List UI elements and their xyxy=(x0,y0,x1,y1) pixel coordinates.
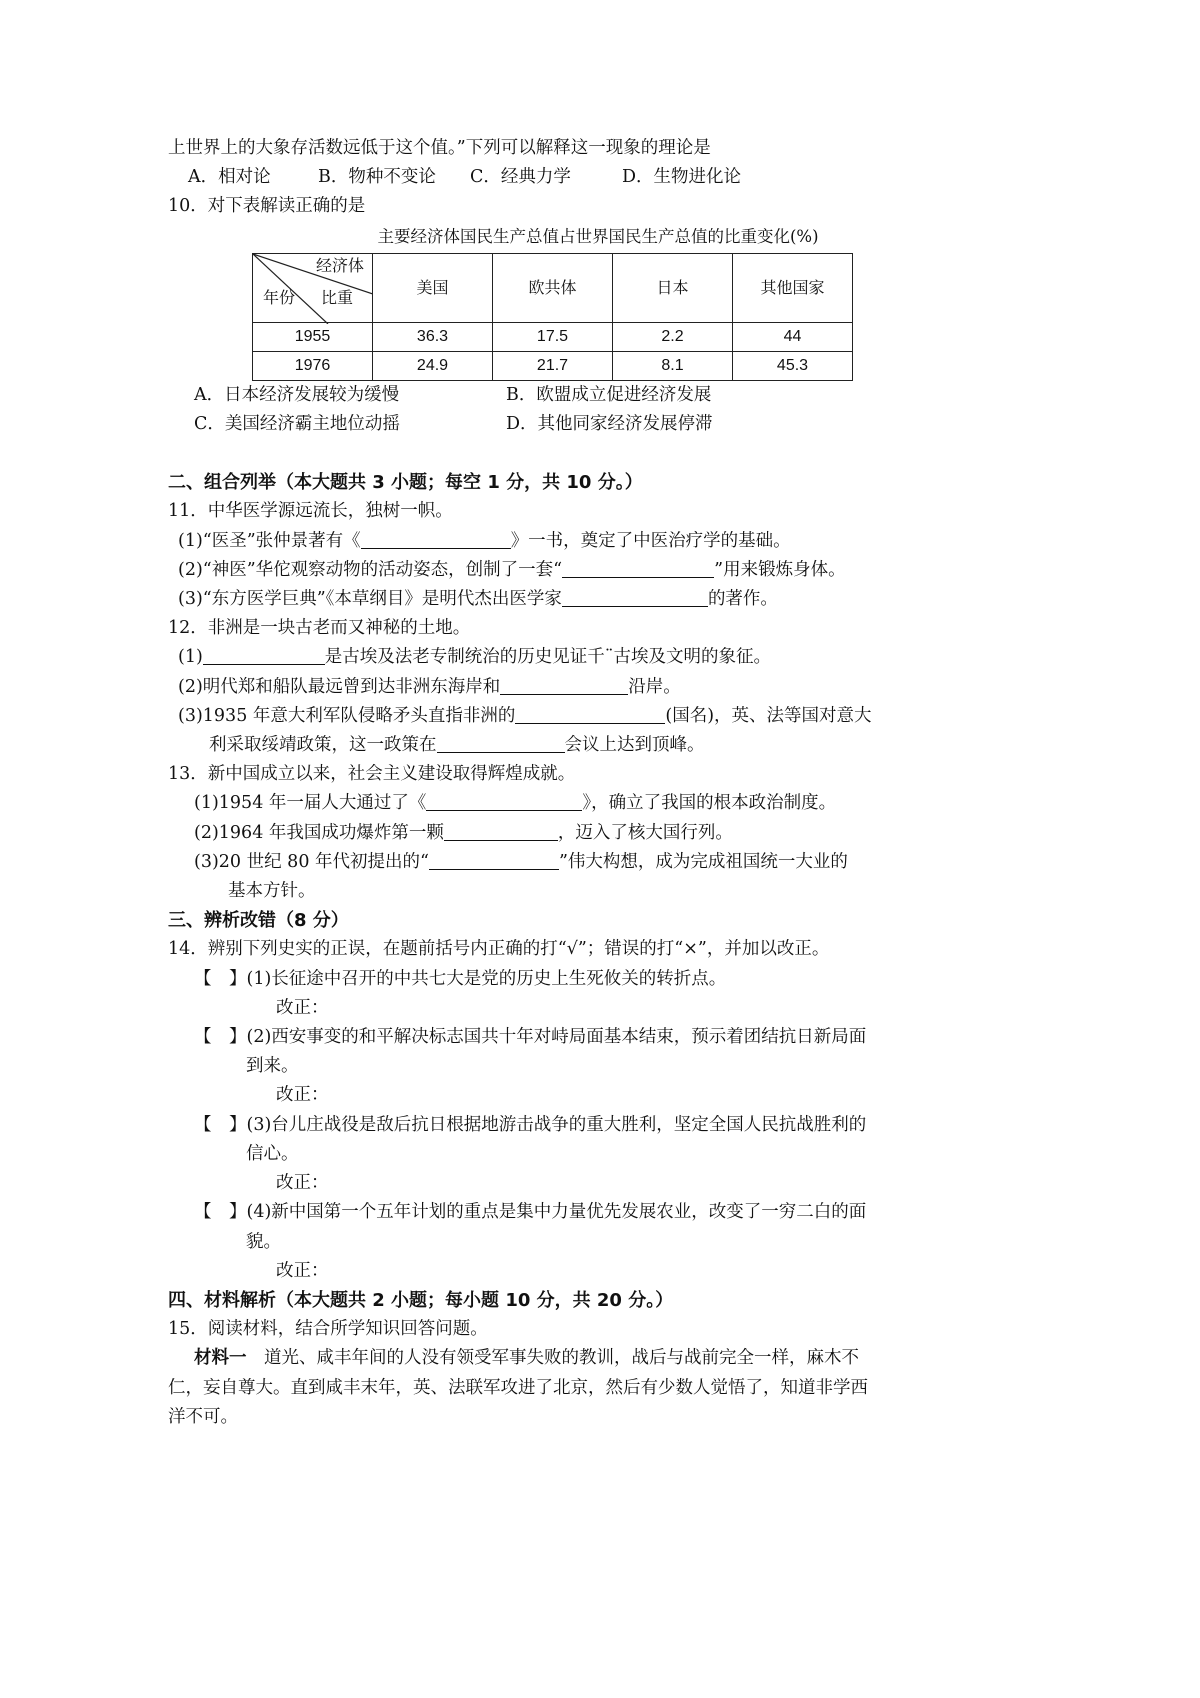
cell: 1955 xyxy=(253,322,373,351)
table-row xyxy=(253,322,853,351)
material-label: 材料一 xyxy=(194,1348,247,1369)
material-text: 仁，妄自尊大。直到咸丰末年，英、法联军攻进了北京，然后有少数人觉悟了，知道非学西 xyxy=(168,1377,868,1398)
cell: 8.1 xyxy=(613,351,733,380)
q11-stem: 11．中华医学源远流长，独树一帜。 xyxy=(168,501,453,522)
answer-blank[interactable] xyxy=(426,790,582,811)
q9-options xyxy=(168,163,948,192)
q12-p1-text-end: 是古埃及法老专制统治的历史见证千¨古埃及文明的象征。 xyxy=(324,647,772,668)
q14-item-4: (4)新中国第一个五年计划的重点是集中力量优先发展农业，改变了一穷二白的面 xyxy=(246,1202,867,1223)
header-cell: 美国 xyxy=(373,253,493,322)
q10-option-b: B．欧盟成立促进经济发展 xyxy=(506,384,712,405)
q12-p2-text-end: 沿岸。 xyxy=(628,676,681,697)
answer-blank[interactable] xyxy=(444,820,558,841)
q13-p1-text-end: 》，确立了我国的根本政治制度。 xyxy=(582,793,837,814)
q13-p2-text: (2)1964 年我国成功爆炸第一颗 xyxy=(194,822,444,843)
q13-p3-text-mid: ”伟大构想，成为完成祖国统一大业的 xyxy=(558,851,848,872)
cell: 44 xyxy=(733,322,853,351)
answer-blank[interactable] xyxy=(515,703,665,724)
correction-label: 改正： xyxy=(276,1085,329,1106)
q14-item-3: (3)台儿庄战役是敌后抗日根据地游击战争的重大胜利，坚定全国人民抗战胜利的 xyxy=(246,1114,867,1135)
answer-blank[interactable] xyxy=(203,644,325,665)
q11-p2-text: (2)“神医”华佗观察动物的活动姿态，创制了一套“ xyxy=(178,559,563,580)
answer-blank[interactable] xyxy=(562,586,708,607)
q13-p3-text-end: 基本方针。 xyxy=(228,881,316,902)
q12-stem: 12．非洲是一块古老而又神秘的土地。 xyxy=(168,618,471,639)
q9-option-a: A．相对论 xyxy=(188,167,271,188)
q9-option-b: B．物种不变论 xyxy=(318,167,436,188)
q9-option-c: C．经典力学 xyxy=(470,167,571,188)
table-corner-cell xyxy=(253,253,373,322)
section-3-title: 三、辨析改错（8 分） xyxy=(168,910,349,932)
gdp-share-table xyxy=(252,253,853,381)
answer-blank[interactable] xyxy=(500,674,628,695)
q12-p3-text-mid: (国名)，英、法等国对意大 xyxy=(665,705,872,726)
header-cell: 日本 xyxy=(613,253,733,322)
answer-bracket[interactable]: 【 】 xyxy=(194,1027,247,1048)
q12-p3-text-end: 会议上达到顶峰。 xyxy=(564,735,705,756)
q12-p3-text-cont: 利采取绥靖政策，这一政策在 xyxy=(209,735,437,756)
q10-option-d: D．其他同家经济发展停滞 xyxy=(506,414,713,435)
q13-p3-text: (3)20 世纪 80 年代初提出的“ xyxy=(194,851,429,872)
q9-option-d: D．生物进化论 xyxy=(622,167,742,188)
q11-p1-text: (1)“医圣”张仲景著有《 xyxy=(178,530,361,551)
q10-option-c: C．美国经济霸主地位动摇 xyxy=(194,414,400,435)
q11-p3-text: (3)“东方医学巨典”《本草纲目》是明代杰出医学家 xyxy=(178,589,562,610)
header-cell: 其他国家 xyxy=(733,253,853,322)
answer-blank[interactable] xyxy=(361,528,511,549)
correction-label: 改正： xyxy=(276,997,329,1018)
material-text: 道光、咸丰年间的人没有领受军事失败的教训，战后与战前完全一样，麻木不 xyxy=(246,1348,859,1369)
cell: 36.3 xyxy=(373,322,493,351)
cell: 24.9 xyxy=(373,351,493,380)
answer-blank[interactable] xyxy=(562,557,714,578)
correction-label: 改正： xyxy=(276,1260,329,1281)
q11-p3-text-end: 的著作。 xyxy=(707,589,778,610)
q11-p1-text-end: 》一书，奠定了中医治疗学的基础。 xyxy=(510,530,791,551)
corner-year: 年份 xyxy=(263,287,296,307)
answer-bracket[interactable]: 【 】 xyxy=(194,968,247,989)
q10-option-a: A．日本经济发展较为缓慢 xyxy=(194,384,400,405)
q10-stem: 10．对下表解读正确的是 xyxy=(168,196,366,217)
cell: 1976 xyxy=(253,351,373,380)
q12-p3-text: (3)1935 年意大利军队侵略矛头直指非洲的 xyxy=(178,705,516,726)
section-4-title: 四、材料解析（本大题共 2 小题；每小题 10 分，共 20 分。） xyxy=(168,1289,674,1311)
answer-blank[interactable] xyxy=(429,849,559,870)
q13-p2-text-end: ，迈入了核大国行列。 xyxy=(557,822,733,843)
table-row xyxy=(253,351,853,380)
q13-stem: 13．新中国成立以来，社会主义建设取得辉煌成就。 xyxy=(168,764,576,785)
correction-label: 改正： xyxy=(276,1173,329,1194)
cell: 2.2 xyxy=(613,322,733,351)
corner-share: 比重 xyxy=(321,287,354,307)
q14-item-3-cont: 信心。 xyxy=(246,1143,299,1164)
cell: 21.7 xyxy=(493,351,613,380)
q14-stem: 14．辨别下列史实的正误，在题前括号内正确的打“√”；错误的打“×”，并加以改正。 xyxy=(168,939,830,960)
answer-bracket[interactable]: 【 】 xyxy=(194,1114,247,1135)
material-text: 洋不可。 xyxy=(168,1406,238,1427)
q13-p1-text: (1)1954 年一届人大通过了《 xyxy=(194,793,427,814)
q14-item-2-cont: 到来。 xyxy=(246,1056,299,1077)
q9-stem-tail: 上世界上的大象存活数远低于这个值。”下列可以解释这一现象的理论是 xyxy=(168,138,711,158)
q12-p1-text: (1) xyxy=(178,647,203,668)
table-title: 主要经济体国民生产总值占世界国民生产总值的比重变化(%) xyxy=(377,226,819,246)
corner-economy: 经济体 xyxy=(315,255,364,275)
q11-p2-text-end: ”用来锻炼身体。 xyxy=(714,559,846,580)
section-2-title: 二、组合列举（本大题共 3 小题；每空 1 分，共 10 分。） xyxy=(168,472,643,494)
q14-item-2: (2)西安事变的和平解决标志国共十年对峙局面基本结束，预示着团结抗日新局面 xyxy=(246,1027,867,1048)
q14-item-4-cont: 貌。 xyxy=(246,1231,281,1252)
header-cell: 欧共体 xyxy=(493,253,613,322)
q12-p2-text: (2)明代郑和船队最远曾到达非洲东海岸和 xyxy=(178,676,501,697)
q15-stem: 15．阅读材料，结合所学知识回答问题。 xyxy=(168,1319,488,1340)
q14-item-1: (1)长征途中召开的中共七大是党的历史上生死攸关的转折点。 xyxy=(246,968,727,989)
cell: 17.5 xyxy=(493,322,613,351)
cell: 45.3 xyxy=(733,351,853,380)
answer-bracket[interactable]: 【 】 xyxy=(194,1202,247,1223)
answer-blank[interactable] xyxy=(437,732,565,753)
